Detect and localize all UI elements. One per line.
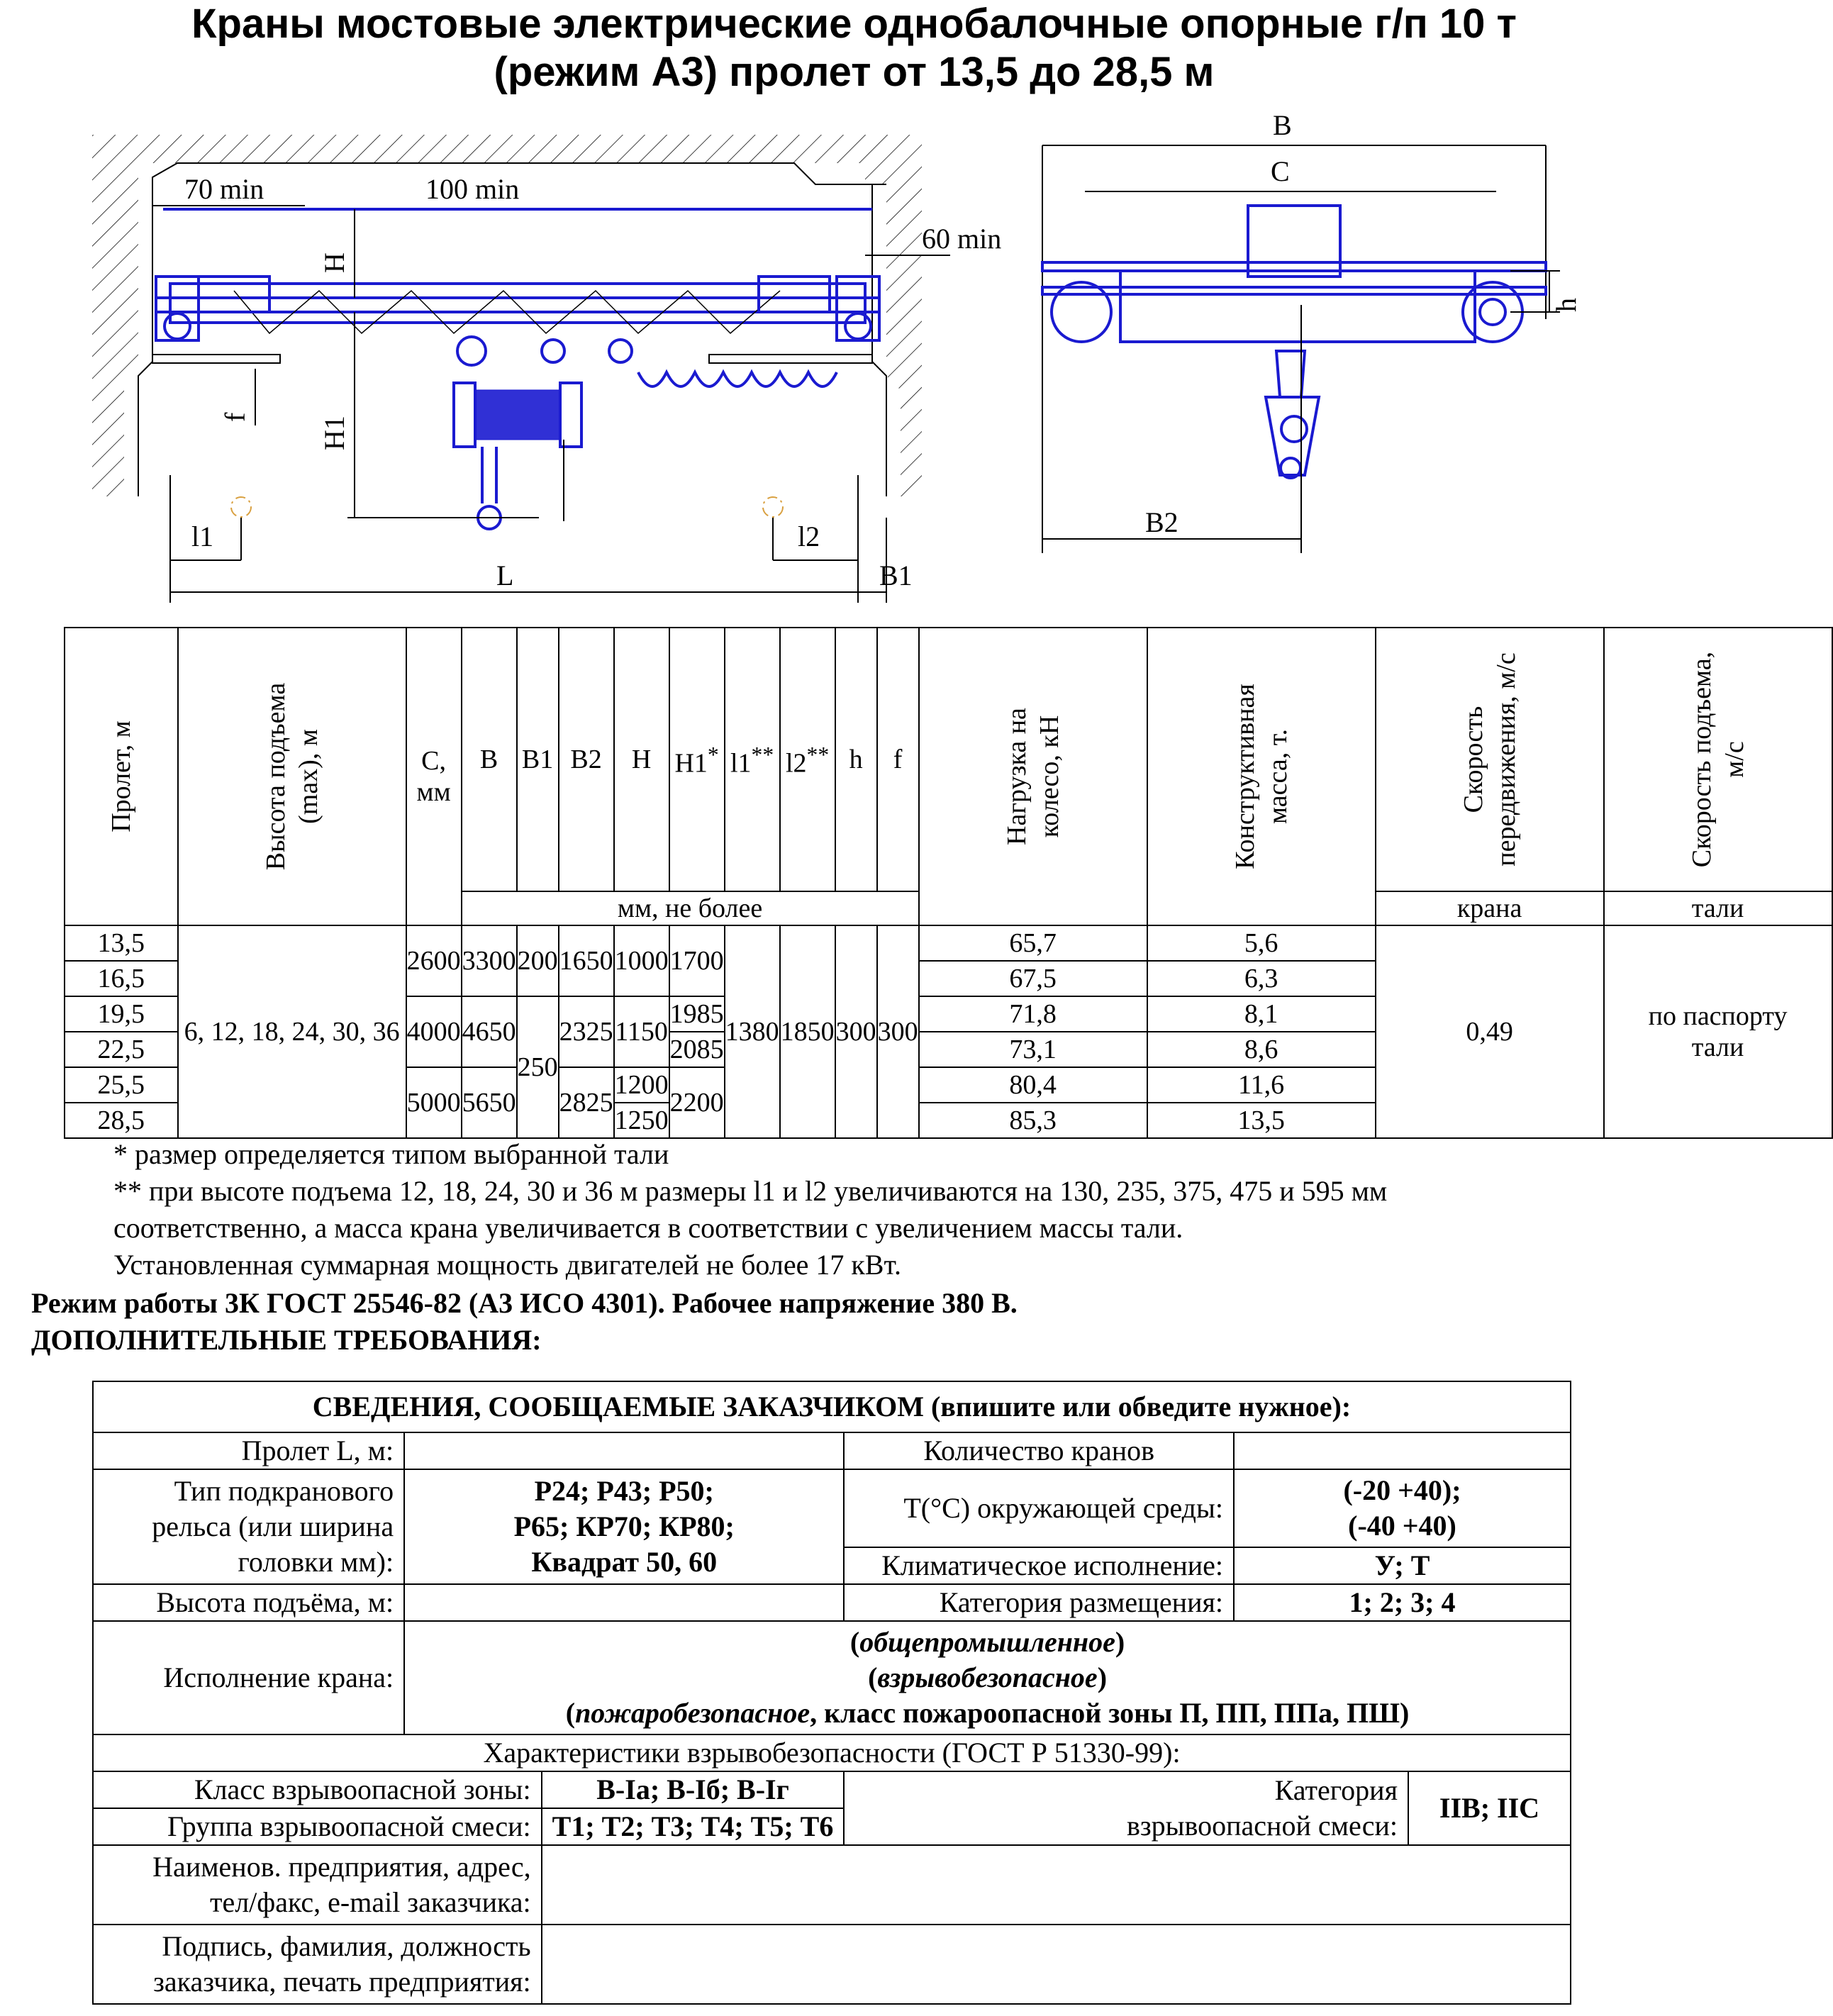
dim-70min: 70 min <box>184 173 264 205</box>
header-mm-note: мм, не более <box>462 891 919 925</box>
cell-H1-0: 1700 <box>669 925 725 996</box>
dim-l1: l1 <box>191 520 214 552</box>
order-form-table <box>92 1381 1571 2005</box>
signature-field[interactable] <box>542 1925 1571 2004</box>
mix-group-label: Группа взрывоопасной смеси: <box>93 1808 542 1845</box>
cell-B2-0: 1650 <box>559 925 614 996</box>
cell-lift-speed: по паспорту тали <box>1604 925 1832 1138</box>
execution-options[interactable]: (общепромышленное) (взрывобезопасное) (пожаробезопасное, класс пожароопасной зоны П, ПП, ППа, ПШ) <box>404 1621 1571 1734</box>
mode-line: Режим работы 3К ГОСТ 25546-82 (А3 ИСО 4301). Рабочее напряжение 380 В. <box>31 1287 1018 1319</box>
cell-travel-speed: 0,49 <box>1376 925 1604 1138</box>
explosion-header: Характеристики взрывобезопасности (ГОСТ Р 51330-99): <box>93 1734 1571 1771</box>
cell-B2-1: 2325 <box>559 996 614 1067</box>
cell-B1-0: 200 <box>517 925 559 996</box>
cell-mass-3: 8,6 <box>1147 1032 1376 1067</box>
page-title-line2: (режим А3) пролет от 13,5 до 28,5 м <box>494 49 1215 95</box>
header-H1: H1* <box>669 628 725 891</box>
cranes-qty-field[interactable] <box>1234 1432 1571 1469</box>
order-form-header: СВЕДЕНИЯ, СООБЩАЕМЫЕ ЗАКАЗЧИКОМ (впишите или обведите нужное): <box>93 1381 1571 1432</box>
header-f: f <box>877 628 919 891</box>
crane-front-view-drawing <box>85 121 1002 617</box>
cell-lift-heights: 6, 12, 18, 24, 30, 36 <box>178 925 406 1138</box>
header-B2: B2 <box>559 628 614 891</box>
cell-mass-4: 11,6 <box>1147 1067 1376 1103</box>
cell-wheel-load-5: 85,3 <box>919 1103 1147 1138</box>
header-span: Пролет, м <box>65 628 178 925</box>
cell-H1-1: 1985 <box>669 996 725 1032</box>
cell-wheel-load-0: 65,7 <box>919 925 1147 961</box>
header-H: H <box>614 628 669 891</box>
mix-category-options[interactable]: IIВ; IIС <box>1408 1771 1571 1845</box>
cell-wheel-load-4: 80,4 <box>919 1067 1147 1103</box>
note-2: ** при высоте подъема 12, 18, 24, 30 и 36 м размеры l1 и l2 увеличиваются на 130, 235, 375, 475 и 595 мм <box>113 1175 1388 1207</box>
cell-C-1: 4000 <box>406 996 462 1067</box>
cell-C-0: 2600 <box>406 925 462 996</box>
lift-height-field[interactable] <box>404 1584 844 1621</box>
cell-B2-2: 2825 <box>559 1067 614 1138</box>
cranes-qty-label: Количество кранов <box>844 1432 1234 1469</box>
cell-wheel-load-2: 71,8 <box>919 996 1147 1032</box>
temperature-options[interactable]: (-20 +40); (-40 +40) <box>1234 1469 1571 1547</box>
lift-height-label: Высота подъёма, м: <box>93 1584 404 1621</box>
dim-L: L <box>496 559 514 591</box>
header-lift-height: Высота подъема (max), м <box>178 628 406 925</box>
cell-H-2: 1200 <box>614 1067 669 1103</box>
header-l1: l1** <box>725 628 780 891</box>
cell-B-0: 3300 <box>462 925 517 996</box>
dim-100min: 100 min <box>425 173 520 205</box>
cell-l2: 1850 <box>780 925 835 1138</box>
mix-group-options[interactable]: Т1; Т2; Т3; Т4; Т5; Т6 <box>542 1808 845 1845</box>
dim-h: h <box>1550 298 1582 312</box>
spec-table <box>64 627 1833 1139</box>
climate-label: Климатическое исполнение: <box>844 1547 1234 1584</box>
zone-class-options[interactable]: В-Iа; В-Iб; В-Iг <box>542 1771 845 1808</box>
dim-60min: 60 min <box>922 223 1002 255</box>
mix-category-label: Категория взрывоопасной смеси: <box>844 1771 1408 1845</box>
dim-H: H <box>318 252 350 273</box>
cell-C-2: 5000 <box>406 1067 462 1138</box>
span-label: Пролет L, м: <box>93 1432 404 1469</box>
extra-requirements-heading: ДОПОЛНИТЕЛЬНЫЕ ТРЕБОВАНИЯ: <box>31 1324 542 1356</box>
cell-H-1: 1150 <box>614 996 669 1067</box>
cell-mass-5: 13,5 <box>1147 1103 1376 1138</box>
cell-mass-0: 5,6 <box>1147 925 1376 961</box>
header-wheel-load: Нагрузка на колесо, кН <box>919 628 1147 925</box>
company-info-field[interactable] <box>542 1845 1571 1925</box>
cell-wheel-load-1: 67,5 <box>919 961 1147 996</box>
cell-span-0: 13,5 <box>65 925 178 961</box>
cell-H-3: 1250 <box>614 1103 669 1138</box>
header-C: С, мм <box>406 628 462 925</box>
dim-l2: l2 <box>798 520 820 552</box>
dim-B1: B1 <box>879 559 913 591</box>
execution-label: Исполнение крана: <box>93 1621 404 1734</box>
cell-H1-3: 2200 <box>669 1067 725 1138</box>
page-title-line1: Краны мостовые электрические однобалочные опорные г/п 10 т <box>191 1 1517 47</box>
company-info-label: Наименов. предприятия, адрес, тел/факс, e-mail заказчика: <box>93 1845 542 1925</box>
cell-H-0: 1000 <box>614 925 669 996</box>
header-B: B <box>462 628 517 891</box>
cell-span-4: 25,5 <box>65 1067 178 1103</box>
cell-B-1: 4650 <box>462 996 517 1067</box>
cell-mass-2: 8,1 <box>1147 996 1376 1032</box>
cell-h: 300 <box>835 925 877 1138</box>
header-h: h <box>835 628 877 891</box>
cell-l1: 1380 <box>725 925 780 1138</box>
cell-span-2: 19,5 <box>65 996 178 1032</box>
climate-options[interactable]: У; Т <box>1234 1547 1571 1584</box>
placement-label: Категория размещения: <box>844 1584 1234 1621</box>
cell-H1-2: 2085 <box>669 1032 725 1067</box>
note-1: * размер определяется типом выбранной тали <box>113 1138 669 1170</box>
header-hoist: тали <box>1604 891 1832 925</box>
right-wall-hatch <box>830 135 922 496</box>
span-value-field[interactable] <box>404 1432 844 1469</box>
cell-mass-1: 6,3 <box>1147 961 1376 996</box>
header-crane: крана <box>1376 891 1604 925</box>
crane-side-view-drawing <box>1021 106 1588 574</box>
dim-B2: B2 <box>1145 506 1179 538</box>
cell-span-3: 22,5 <box>65 1032 178 1067</box>
header-l2: l2** <box>780 628 835 891</box>
dim-H1: H1 <box>318 416 350 450</box>
cell-span-5: 28,5 <box>65 1103 178 1138</box>
cell-f: 300 <box>877 925 919 1138</box>
placement-options[interactable]: 1; 2; 3; 4 <box>1234 1584 1571 1621</box>
zone-class-label: Класс взрывоопасной зоны: <box>93 1771 542 1808</box>
cell-wheel-load-3: 73,1 <box>919 1032 1147 1067</box>
rail-type-label: Тип подкранового рельса (или ширина головки мм): <box>93 1469 404 1584</box>
header-travel-speed: Скорость передвижения, м/с <box>1376 628 1604 891</box>
dim-C: C <box>1271 155 1290 187</box>
note-4: Установленная суммарная мощность двигателей не более 17 кВт. <box>113 1249 901 1281</box>
note-3: соответственно, а масса крана увеличивается в соответствии с увеличением массы тали. <box>113 1212 1183 1244</box>
header-mass: Конструктивная масса, т. <box>1147 628 1376 925</box>
rail-type-options[interactable]: Р24; Р43; Р50; Р65; КР70; КР80; Квадрат 50, 60 <box>404 1469 844 1584</box>
header-B1: B1 <box>517 628 559 891</box>
signature-label: Подпись, фамилия, должность заказчика, печать предприятия: <box>93 1925 542 2004</box>
header-lift-speed: Скорость подъема, м/с <box>1604 628 1832 891</box>
ceiling-hatch <box>163 135 830 163</box>
temperature-label: Т(°С) окружающей среды: <box>844 1469 1234 1547</box>
dim-f: f <box>219 412 251 422</box>
cell-B-2: 5650 <box>462 1067 517 1138</box>
cell-B1-1: 250 <box>517 996 559 1138</box>
cell-span-1: 16,5 <box>65 961 178 996</box>
dim-B: B <box>1273 109 1292 141</box>
